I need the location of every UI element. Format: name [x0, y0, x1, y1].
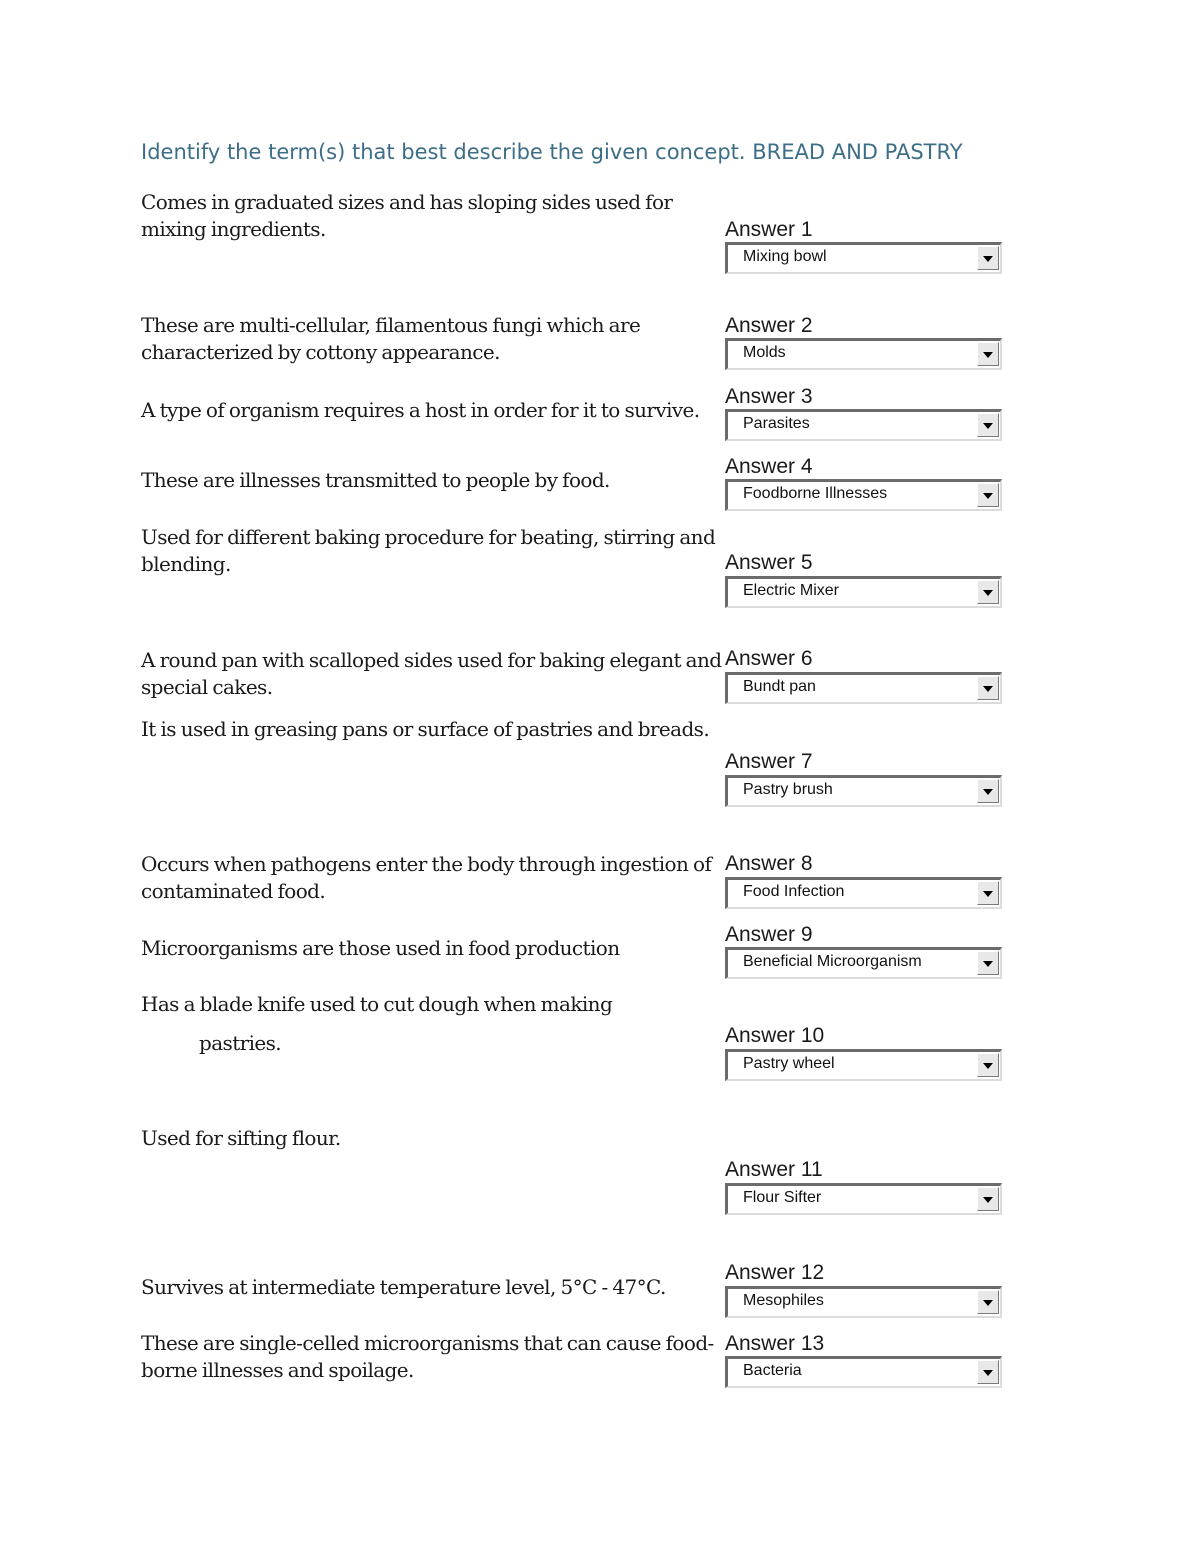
dropdown-button[interactable]	[977, 413, 999, 437]
chevron-down-icon	[983, 590, 993, 596]
dropdown-button[interactable]	[977, 342, 999, 366]
answer-select[interactable]	[725, 479, 1002, 511]
dropdown-button[interactable]	[977, 246, 999, 270]
select-value: Mixing bowl	[743, 248, 827, 265]
chevron-down-icon	[983, 1300, 993, 1306]
answer-label: Answer 1	[725, 218, 813, 241]
select-value: Pastry wheel	[743, 1055, 835, 1072]
question-text: Comes in graduated sizes and has sloping sides used for mixing ingredients.	[141, 190, 673, 241]
dropdown-button[interactable]	[977, 1290, 999, 1314]
answer-label: Answer 8	[725, 852, 813, 875]
chevron-down-icon	[983, 1063, 993, 1069]
answer-label: Answer 9	[725, 923, 813, 946]
select-value: Pastry brush	[743, 781, 833, 798]
page-title: Identify the term(s) that best describe the given concept. BREAD AND PASTRY	[141, 140, 963, 164]
answer-select[interactable]	[725, 775, 1002, 807]
select-value: Beneficial Microorganism	[743, 953, 922, 970]
chevron-down-icon	[983, 493, 993, 499]
answer-label: Answer 11	[725, 1158, 823, 1181]
select-value: Parasites	[743, 415, 810, 432]
question-text: It is used in greasing pans or surface of pastries and breads.	[141, 717, 710, 741]
answer-select[interactable]	[725, 338, 1002, 370]
chevron-down-icon	[983, 1197, 993, 1203]
chevron-down-icon	[983, 1370, 993, 1376]
answer-label: Answer 5	[725, 551, 813, 574]
dropdown-button[interactable]	[977, 1187, 999, 1211]
select-value: Bundt pan	[743, 678, 816, 695]
chevron-down-icon	[983, 789, 993, 795]
answer-select[interactable]	[725, 672, 1002, 704]
dropdown-button[interactable]	[977, 779, 999, 803]
select-value: Bacteria	[743, 1362, 802, 1379]
chevron-down-icon	[983, 891, 993, 897]
chevron-down-icon	[983, 423, 993, 429]
dropdown-button[interactable]	[977, 1360, 999, 1384]
question-text: Used for sifting flour.	[141, 1126, 341, 1150]
answer-select[interactable]	[725, 877, 1002, 909]
chevron-down-icon	[983, 256, 993, 262]
question-text: A type of organism requires a host in order for it to survive.	[141, 398, 700, 422]
chevron-down-icon	[983, 961, 993, 967]
chevron-down-icon	[983, 686, 993, 692]
dropdown-button[interactable]	[977, 951, 999, 975]
question-text: Survives at intermediate temperature level, 5°C - 47°C.	[141, 1275, 666, 1299]
dropdown-button[interactable]	[977, 676, 999, 700]
chevron-down-icon	[983, 352, 993, 358]
answer-select[interactable]	[725, 576, 1002, 608]
question-line-continued: pastries.	[199, 1031, 282, 1055]
select-value: Food Infection	[743, 883, 845, 900]
question-text: These are single-celled microorganisms that can cause food-borne illnesses and spoilage.	[141, 1331, 714, 1382]
question-text: Microorganisms are those used in food production	[141, 936, 620, 960]
answer-select[interactable]	[725, 1049, 1002, 1081]
answer-select[interactable]	[725, 947, 1002, 979]
answer-select[interactable]	[725, 409, 1002, 441]
answer-select[interactable]	[725, 1183, 1002, 1215]
dropdown-button[interactable]	[977, 580, 999, 604]
question-text: These are illnesses transmitted to people by food.	[141, 468, 610, 492]
dropdown-button[interactable]	[977, 881, 999, 905]
select-value: Molds	[743, 344, 786, 361]
question-text: Occurs when pathogens enter the body through ingestion of contaminated food.	[141, 852, 712, 903]
answer-label: Answer 10	[725, 1024, 825, 1047]
answer-label: Answer 13	[725, 1332, 825, 1355]
answer-label: Answer 12	[725, 1261, 825, 1284]
answer-label: Answer 4	[725, 455, 813, 478]
answer-label: Answer 2	[725, 314, 813, 337]
dropdown-button[interactable]	[977, 483, 999, 507]
question-text	[141, 991, 726, 1057]
dropdown-button[interactable]	[977, 1053, 999, 1077]
answer-select[interactable]	[725, 1286, 1002, 1318]
question-line: Has a blade knife used to cut dough when making	[141, 992, 613, 1016]
answer-label: Answer 3	[725, 385, 813, 408]
answer-label: Answer 7	[725, 750, 813, 773]
select-value: Foodborne Illnesses	[743, 485, 888, 502]
question-text: These are multi-cellular, filamentous fungi which are characterized by cottony appearance.	[141, 313, 641, 364]
answer-label: Answer 6	[725, 647, 813, 670]
answer-select[interactable]	[725, 1356, 1002, 1388]
select-value: Flour Sifter	[743, 1189, 822, 1206]
answer-select[interactable]	[725, 242, 1002, 274]
select-value: Mesophiles	[743, 1292, 824, 1309]
question-text: A round pan with scalloped sides used for baking elegant and special cakes.	[141, 648, 722, 699]
question-text: Used for different baking procedure for beating, stirring and blending.	[141, 525, 716, 576]
select-value: Electric Mixer	[743, 582, 840, 599]
